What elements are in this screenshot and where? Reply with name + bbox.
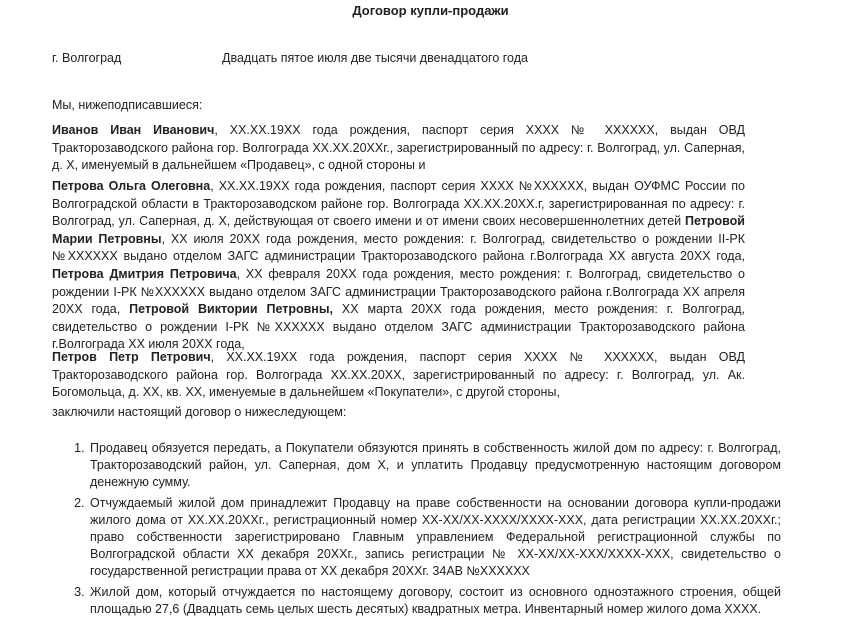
city: г. Волгоград [52,51,122,65]
child1-details: , XX июля 20XX года рождения, место рождения: г. Волгоград, свидетельство о рождении II-РК №XXXXXX выдано отделом ЗАГС администрации Тракторозаводского района г.Волгограда XX августа 20XX года, [52,231,745,264]
agreement-text: заключили настоящий договор о нижеследующем: [52,405,347,419]
term-item: 1. Продавец обязуется передать, а Покупатели обязуются принять в собственность жилой дом по адресу: г. Волгоград, Тракторозаводский район, ул. Саперная, дом Х, и уплатить Продавцу предусмотренную настоящим договором денежную сумму. [88,440,781,491]
seller-paragraph [52,122,745,175]
child2-details: , XX февраля 20XX года рождения, место рождения: г. Волгоград, свидетельство о рождении I-РК №XXXXXX выдано отделом ЗАГС администрации Тракторозаводского района г.Волгограда XX апреля 20XX года, [52,266,745,317]
buyer2-details: , XX.XX.19XX года рождения, паспорт серия XXXX № XXXXXX, выдан ОВД Тракторозаводского района гор. Волгограда XX.XX.20XX, зарегистрированный по адресу: г. Волгоград, ул. Ак. Богомольца, д. XX, кв. XX, именуемые в дальнейшем «Покупатели», с другой стороны, [52,350,745,400]
buyer1-name: Петрова Ольга Олеговна [52,179,211,193]
intro-text: Мы, нижеподписавшиеся: [52,98,203,112]
term-item: 3. Жилой дом, который отчуждается по настоящему договору, состоит из основного одноэтажного строения, общей площадью 27,6 (Двадцать семь целых шесть десятых) квадратных метра. Инвентарный номер жилого дома XXXX. [88,584,781,618]
contract-date: Двадцать пятое июля две тысячи двенадцатого года [222,51,528,65]
buyer1-paragraph [52,178,745,354]
child3-details: XX марта 20XX года рождения, место рождения: г. Волгоград, свидетельство о рождении I-РК №XXXXXX выдано отделом ЗАГС администрации Тракторозаводского района г.Волгограда XX июля 20XX года, [52,302,745,352]
child2-name: Петрова Дмитрия Петровича [52,266,237,281]
buyer2-paragraph [52,349,745,402]
seller-name: Иванов Иван Иванович [52,123,215,137]
child3-name: Петровой Виктории Петровны, [129,302,334,317]
seller-details: , XX.XX.19XX года рождения, паспорт серия XXXX № XXXXXX, выдан ОВД Тракторозаводского района гор. Волгограда XX.XX.20XXг., зарегистрированный по адресу: г. Волгоград, ул. Саперная, д. Х, именуемый в дальнейшем «Продавец», с одной стороны и [52,123,745,173]
document-title: Договор купли-продажи [352,3,509,18]
terms-list [52,440,781,622]
buyer1-details: , XX.XX.19XX года рождения, паспорт серия XXXX №XXXXXX, выдан ОУФМС России по Волгоградской области в Тракторозаводском районе гор. Волгограда XX.XX.20XX.г, зарегистрированная по адресу: г. Волгоград, ул. Саперная, д. Х, действующая от своего имени и от имени своих несовершеннолетних детей [52,179,745,229]
term-item: 2. Отчуждаемый жилой дом принадлежит Продавцу на праве собственности на основании договора купли-продажи жилого дома от XX.XX.20XXг., регистрационный номер XX-XX/XX-XXXX/XXXX-XXX, дата регистрации XX.XX.20XXг.; право собственности зарегистрировано Главным управлением Федеральной регистрационной службы по Волгоградской области XX декабря 20XXг., запись регистрации № XX-XX/XX-XXX/XXXX-XXX, свидетельство о государственной регистрации права от XX декабря 20XXг. 34АВ №XXXXXX [88,495,781,580]
child1-name: Петровой Марии Петровны [52,214,745,246]
buyer2-name: Петров Петр Петрович [52,350,211,364]
